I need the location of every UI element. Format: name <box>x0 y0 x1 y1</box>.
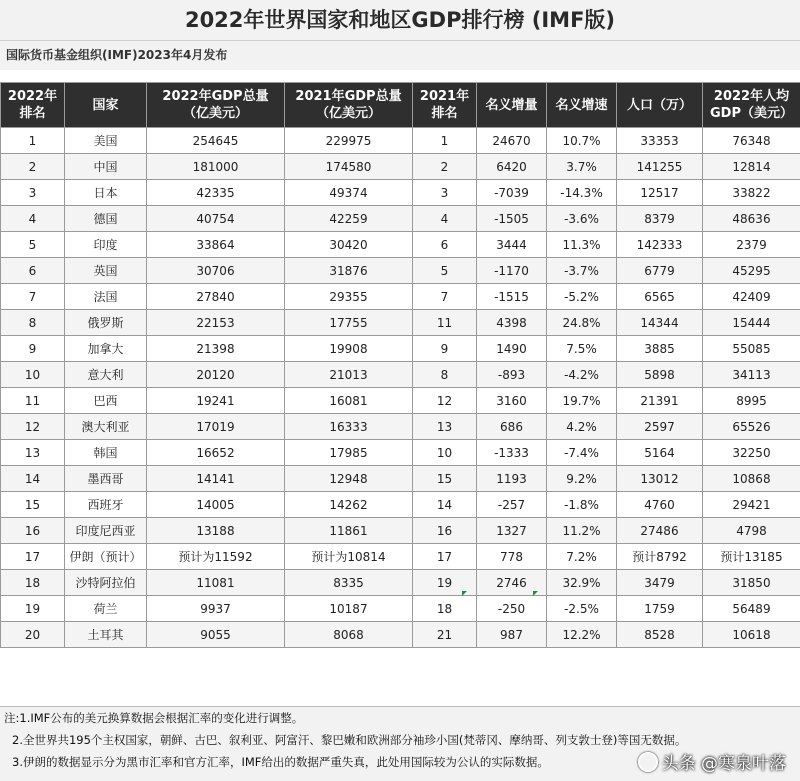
table-cell: 美国 <box>65 128 147 154</box>
table-cell: 20120 <box>147 362 285 388</box>
table-cell: 11.2% <box>547 518 617 544</box>
table-cell: 3444 <box>477 232 547 258</box>
table-cell: 1 <box>413 128 477 154</box>
table-cell: 11 <box>413 310 477 336</box>
table-row <box>1 206 800 232</box>
table-cell: 29355 <box>285 284 413 310</box>
table-cell: -2.5% <box>547 596 617 622</box>
table-cell: -14.3% <box>547 180 617 206</box>
table-cell: 2379 <box>703 232 800 258</box>
table-cell: 10868 <box>703 466 800 492</box>
table-cell: 8068 <box>285 622 413 648</box>
table-cell: -5.2% <box>547 284 617 310</box>
column-header: 2022年人均 GDP（美元） <box>703 83 800 128</box>
table-cell: 16652 <box>147 440 285 466</box>
table-cell: 4798 <box>703 518 800 544</box>
table-cell: 1193 <box>477 466 547 492</box>
table-cell: 55085 <box>703 336 800 362</box>
table-cell: 12 <box>413 388 477 414</box>
table-cell: 8528 <box>617 622 703 648</box>
table-cell: 3 <box>1 180 65 206</box>
table-cell: -1515 <box>477 284 547 310</box>
table-cell: 伊朗（预计） <box>65 544 147 570</box>
table-cell: 42259 <box>285 206 413 232</box>
table-cell: 印度尼西亚 <box>65 518 147 544</box>
table-cell: 14 <box>413 492 477 518</box>
table-cell: 19 <box>413 570 477 596</box>
table-cell: 13 <box>1 440 65 466</box>
gdp-ranking-table <box>0 82 800 648</box>
table-row <box>1 232 800 258</box>
table-cell: 27840 <box>147 284 285 310</box>
table-cell: 18 <box>1 570 65 596</box>
table-cell: 预计为11592 <box>147 544 285 570</box>
table-cell: 荷兰 <box>65 596 147 622</box>
table-cell: 10 <box>1 362 65 388</box>
table-cell: 3.7% <box>547 154 617 180</box>
table-cell: 5898 <box>617 362 703 388</box>
table-cell: 20 <box>1 622 65 648</box>
table-cell: 42409 <box>703 284 800 310</box>
table-cell: 2597 <box>617 414 703 440</box>
table-cell: -7.4% <box>547 440 617 466</box>
table-cell: 8335 <box>285 570 413 596</box>
watermark-text: 头条 @寒泉叶落 <box>662 749 786 774</box>
table-cell: 27486 <box>617 518 703 544</box>
table-cell: 31850 <box>703 570 800 596</box>
table-cell: 32250 <box>703 440 800 466</box>
table-cell: 15 <box>413 466 477 492</box>
table-cell: 德国 <box>65 206 147 232</box>
table-cell: 65526 <box>703 414 800 440</box>
table-cell: 预计8792 <box>617 544 703 570</box>
table-row <box>1 128 800 154</box>
spacer <box>0 70 800 82</box>
table-cell: 法国 <box>65 284 147 310</box>
table-cell: 3479 <box>617 570 703 596</box>
footnote-2: 2.全世界共195个主权国家，朝鲜、古巴、叙利亚、阿富汗、黎巴嫩和欧洲部分袖珍小国(梵蒂冈、摩纳哥、列支敦士登)等国无数据。 <box>0 729 800 751</box>
table-cell: 4 <box>413 206 477 232</box>
table-row <box>1 362 800 388</box>
table-cell: 14 <box>1 466 65 492</box>
table-cell: -1.8% <box>547 492 617 518</box>
table-row <box>1 414 800 440</box>
table-cell: 12948 <box>285 466 413 492</box>
table-cell: 俄罗斯 <box>65 310 147 336</box>
table-cell: 16081 <box>285 388 413 414</box>
table-cell: 墨西哥 <box>65 466 147 492</box>
column-header: 国家 <box>65 83 147 128</box>
table-cell: -1505 <box>477 206 547 232</box>
table-row <box>1 258 800 284</box>
table-cell: -4.2% <box>547 362 617 388</box>
table-cell: 6565 <box>617 284 703 310</box>
table-cell: 7.5% <box>547 336 617 362</box>
source-subtitle: 国际货币基金组织(IMF)2023年4月发布 <box>0 41 800 70</box>
table-cell: 2746 <box>477 570 547 596</box>
table-cell: 11.3% <box>547 232 617 258</box>
table-row <box>1 284 800 310</box>
table-cell: 987 <box>477 622 547 648</box>
table-row <box>1 336 800 362</box>
table-cell: 22153 <box>147 310 285 336</box>
table-cell: 17019 <box>147 414 285 440</box>
table-cell: 174580 <box>285 154 413 180</box>
table-cell: 778 <box>477 544 547 570</box>
table-cell: 10618 <box>703 622 800 648</box>
table-row <box>1 440 800 466</box>
table-cell: 30420 <box>285 232 413 258</box>
column-header: 名义增速 <box>547 83 617 128</box>
table-cell: 16 <box>413 518 477 544</box>
table-cell: 10.7% <box>547 128 617 154</box>
table-cell: -257 <box>477 492 547 518</box>
table-cell: 7 <box>413 284 477 310</box>
table-cell: 5164 <box>617 440 703 466</box>
table-cell: 7 <box>1 284 65 310</box>
table-cell: 76348 <box>703 128 800 154</box>
table-cell: 42335 <box>147 180 285 206</box>
table-cell: 16 <box>1 518 65 544</box>
table-cell: 33353 <box>617 128 703 154</box>
table-cell: 13188 <box>147 518 285 544</box>
footnote-3: 3.伊朗的数据显示分为黑市汇率和官方汇率，IMF给出的数据严重失真，此处用国际较为公认的实际数据。 <box>0 751 800 773</box>
table-cell: 日本 <box>65 180 147 206</box>
table-cell: 19.7% <box>547 388 617 414</box>
table-cell: 14344 <box>617 310 703 336</box>
table-cell: 29421 <box>703 492 800 518</box>
table-cell: 1490 <box>477 336 547 362</box>
table-cell: 9055 <box>147 622 285 648</box>
table-cell: 14005 <box>147 492 285 518</box>
table-cell: 181000 <box>147 154 285 180</box>
table-cell: 中国 <box>65 154 147 180</box>
table-cell: 30706 <box>147 258 285 284</box>
table-body <box>1 128 800 648</box>
table-cell: 6 <box>413 232 477 258</box>
table-cell: 9 <box>413 336 477 362</box>
table-cell: -893 <box>477 362 547 388</box>
table-cell: 2 <box>413 154 477 180</box>
table-cell: 6420 <box>477 154 547 180</box>
table-cell: -3.6% <box>547 206 617 232</box>
table-cell: 686 <box>477 414 547 440</box>
table-cell: 21391 <box>617 388 703 414</box>
table-cell: -1333 <box>477 440 547 466</box>
table-cell: 56489 <box>703 596 800 622</box>
table-cell: 45295 <box>703 258 800 284</box>
table-row <box>1 388 800 414</box>
table-cell: 3160 <box>477 388 547 414</box>
table-cell: 2 <box>1 154 65 180</box>
table-row <box>1 310 800 336</box>
table-cell: 6 <box>1 258 65 284</box>
column-header: 名义增量 <box>477 83 547 128</box>
table-cell: 4 <box>1 206 65 232</box>
table-cell: 21398 <box>147 336 285 362</box>
table-cell: 48636 <box>703 206 800 232</box>
table-cell: 13012 <box>617 466 703 492</box>
table-cell: 8 <box>1 310 65 336</box>
table-cell: -3.7% <box>547 258 617 284</box>
column-header: 人口（万） <box>617 83 703 128</box>
table-cell: 17985 <box>285 440 413 466</box>
table-cell: 英国 <box>65 258 147 284</box>
table-cell: 14262 <box>285 492 413 518</box>
table-cell: 11 <box>1 388 65 414</box>
column-header: 2022年 排名 <box>1 83 65 128</box>
table-cell: 17755 <box>285 310 413 336</box>
table-cell: 8379 <box>617 206 703 232</box>
table-row <box>1 492 800 518</box>
table-cell: 19241 <box>147 388 285 414</box>
table-cell: 11081 <box>147 570 285 596</box>
table-cell: 254645 <box>147 128 285 154</box>
table-cell: 9 <box>1 336 65 362</box>
table-cell: 31876 <box>285 258 413 284</box>
cell-corner-mark <box>462 591 467 596</box>
table-row <box>1 544 800 570</box>
table-cell: 19 <box>1 596 65 622</box>
table-cell: 15444 <box>703 310 800 336</box>
table-cell: 14141 <box>147 466 285 492</box>
table-cell: -7039 <box>477 180 547 206</box>
table-cell: 5 <box>413 258 477 284</box>
table-cell: 4.2% <box>547 414 617 440</box>
table-cell: 7.2% <box>547 544 617 570</box>
table-cell: 巴西 <box>65 388 147 414</box>
table-cell: 32.9% <box>547 570 617 596</box>
table-cell: 韩国 <box>65 440 147 466</box>
table-cell: 12.2% <box>547 622 617 648</box>
table-cell: 12814 <box>703 154 800 180</box>
table-cell: 34113 <box>703 362 800 388</box>
table-cell: 预计为10814 <box>285 544 413 570</box>
table-cell: 13 <box>413 414 477 440</box>
table-cell: 142333 <box>617 232 703 258</box>
table-cell: 19908 <box>285 336 413 362</box>
table-cell: 10 <box>413 440 477 466</box>
table-cell: 40754 <box>147 206 285 232</box>
table-cell: 预计13185 <box>703 544 800 570</box>
table-cell: 141255 <box>617 154 703 180</box>
table-cell: 加拿大 <box>65 336 147 362</box>
table-cell: 5 <box>1 232 65 258</box>
table-cell: -250 <box>477 596 547 622</box>
table-cell: 15 <box>1 492 65 518</box>
table-cell: 229975 <box>285 128 413 154</box>
table-cell: 33864 <box>147 232 285 258</box>
table-cell: -1170 <box>477 258 547 284</box>
table-cell: 印度 <box>65 232 147 258</box>
table-row <box>1 518 800 544</box>
table-cell: 4398 <box>477 310 547 336</box>
table-row <box>1 596 800 622</box>
table-row <box>1 466 800 492</box>
table-cell: 3885 <box>617 336 703 362</box>
table-cell: 24670 <box>477 128 547 154</box>
table-cell: 11861 <box>285 518 413 544</box>
table-cell: 8 <box>413 362 477 388</box>
table-cell: 西班牙 <box>65 492 147 518</box>
table-cell: 8995 <box>703 388 800 414</box>
table-cell: 17 <box>1 544 65 570</box>
table-cell: 9937 <box>147 596 285 622</box>
table-cell: 1 <box>1 128 65 154</box>
table-cell: 9.2% <box>547 466 617 492</box>
table-cell: 24.8% <box>547 310 617 336</box>
cell-corner-mark <box>533 591 538 596</box>
page-title: 2022年世界国家和地区GDP排行榜 (IMF版) <box>0 0 800 41</box>
table-cell: 21013 <box>285 362 413 388</box>
table-cell: 1327 <box>477 518 547 544</box>
table-cell: 1759 <box>617 596 703 622</box>
footnote-1: 注:1.IMF公布的美元换算数据会根据汇率的变化进行调整。 <box>0 707 800 729</box>
table-cell: 10187 <box>285 596 413 622</box>
table-cell: 21 <box>413 622 477 648</box>
column-header: 2022年GDP总量 （亿美元） <box>147 83 285 128</box>
column-header: 2021年 排名 <box>413 83 477 128</box>
table-cell: 土耳其 <box>65 622 147 648</box>
table-cell: 12517 <box>617 180 703 206</box>
column-header: 2021年GDP总量 （亿美元） <box>285 83 413 128</box>
table-row <box>1 622 800 648</box>
table-row <box>1 180 800 206</box>
table-row <box>1 570 800 596</box>
table-cell: 4760 <box>617 492 703 518</box>
table-header-row <box>1 83 800 128</box>
table-cell: 16333 <box>285 414 413 440</box>
table-cell: 17 <box>413 544 477 570</box>
table-cell: 49374 <box>285 180 413 206</box>
table-cell: 意大利 <box>65 362 147 388</box>
table-row <box>1 154 800 180</box>
watermark-logo-icon <box>638 752 658 772</box>
table-cell: 澳大利亚 <box>65 414 147 440</box>
table-cell: 12 <box>1 414 65 440</box>
table-cell: 沙特阿拉伯 <box>65 570 147 596</box>
table-cell: 33822 <box>703 180 800 206</box>
table-cell: 6779 <box>617 258 703 284</box>
table-cell: 18 <box>413 596 477 622</box>
watermark <box>638 749 786 774</box>
table-cell: 3 <box>413 180 477 206</box>
